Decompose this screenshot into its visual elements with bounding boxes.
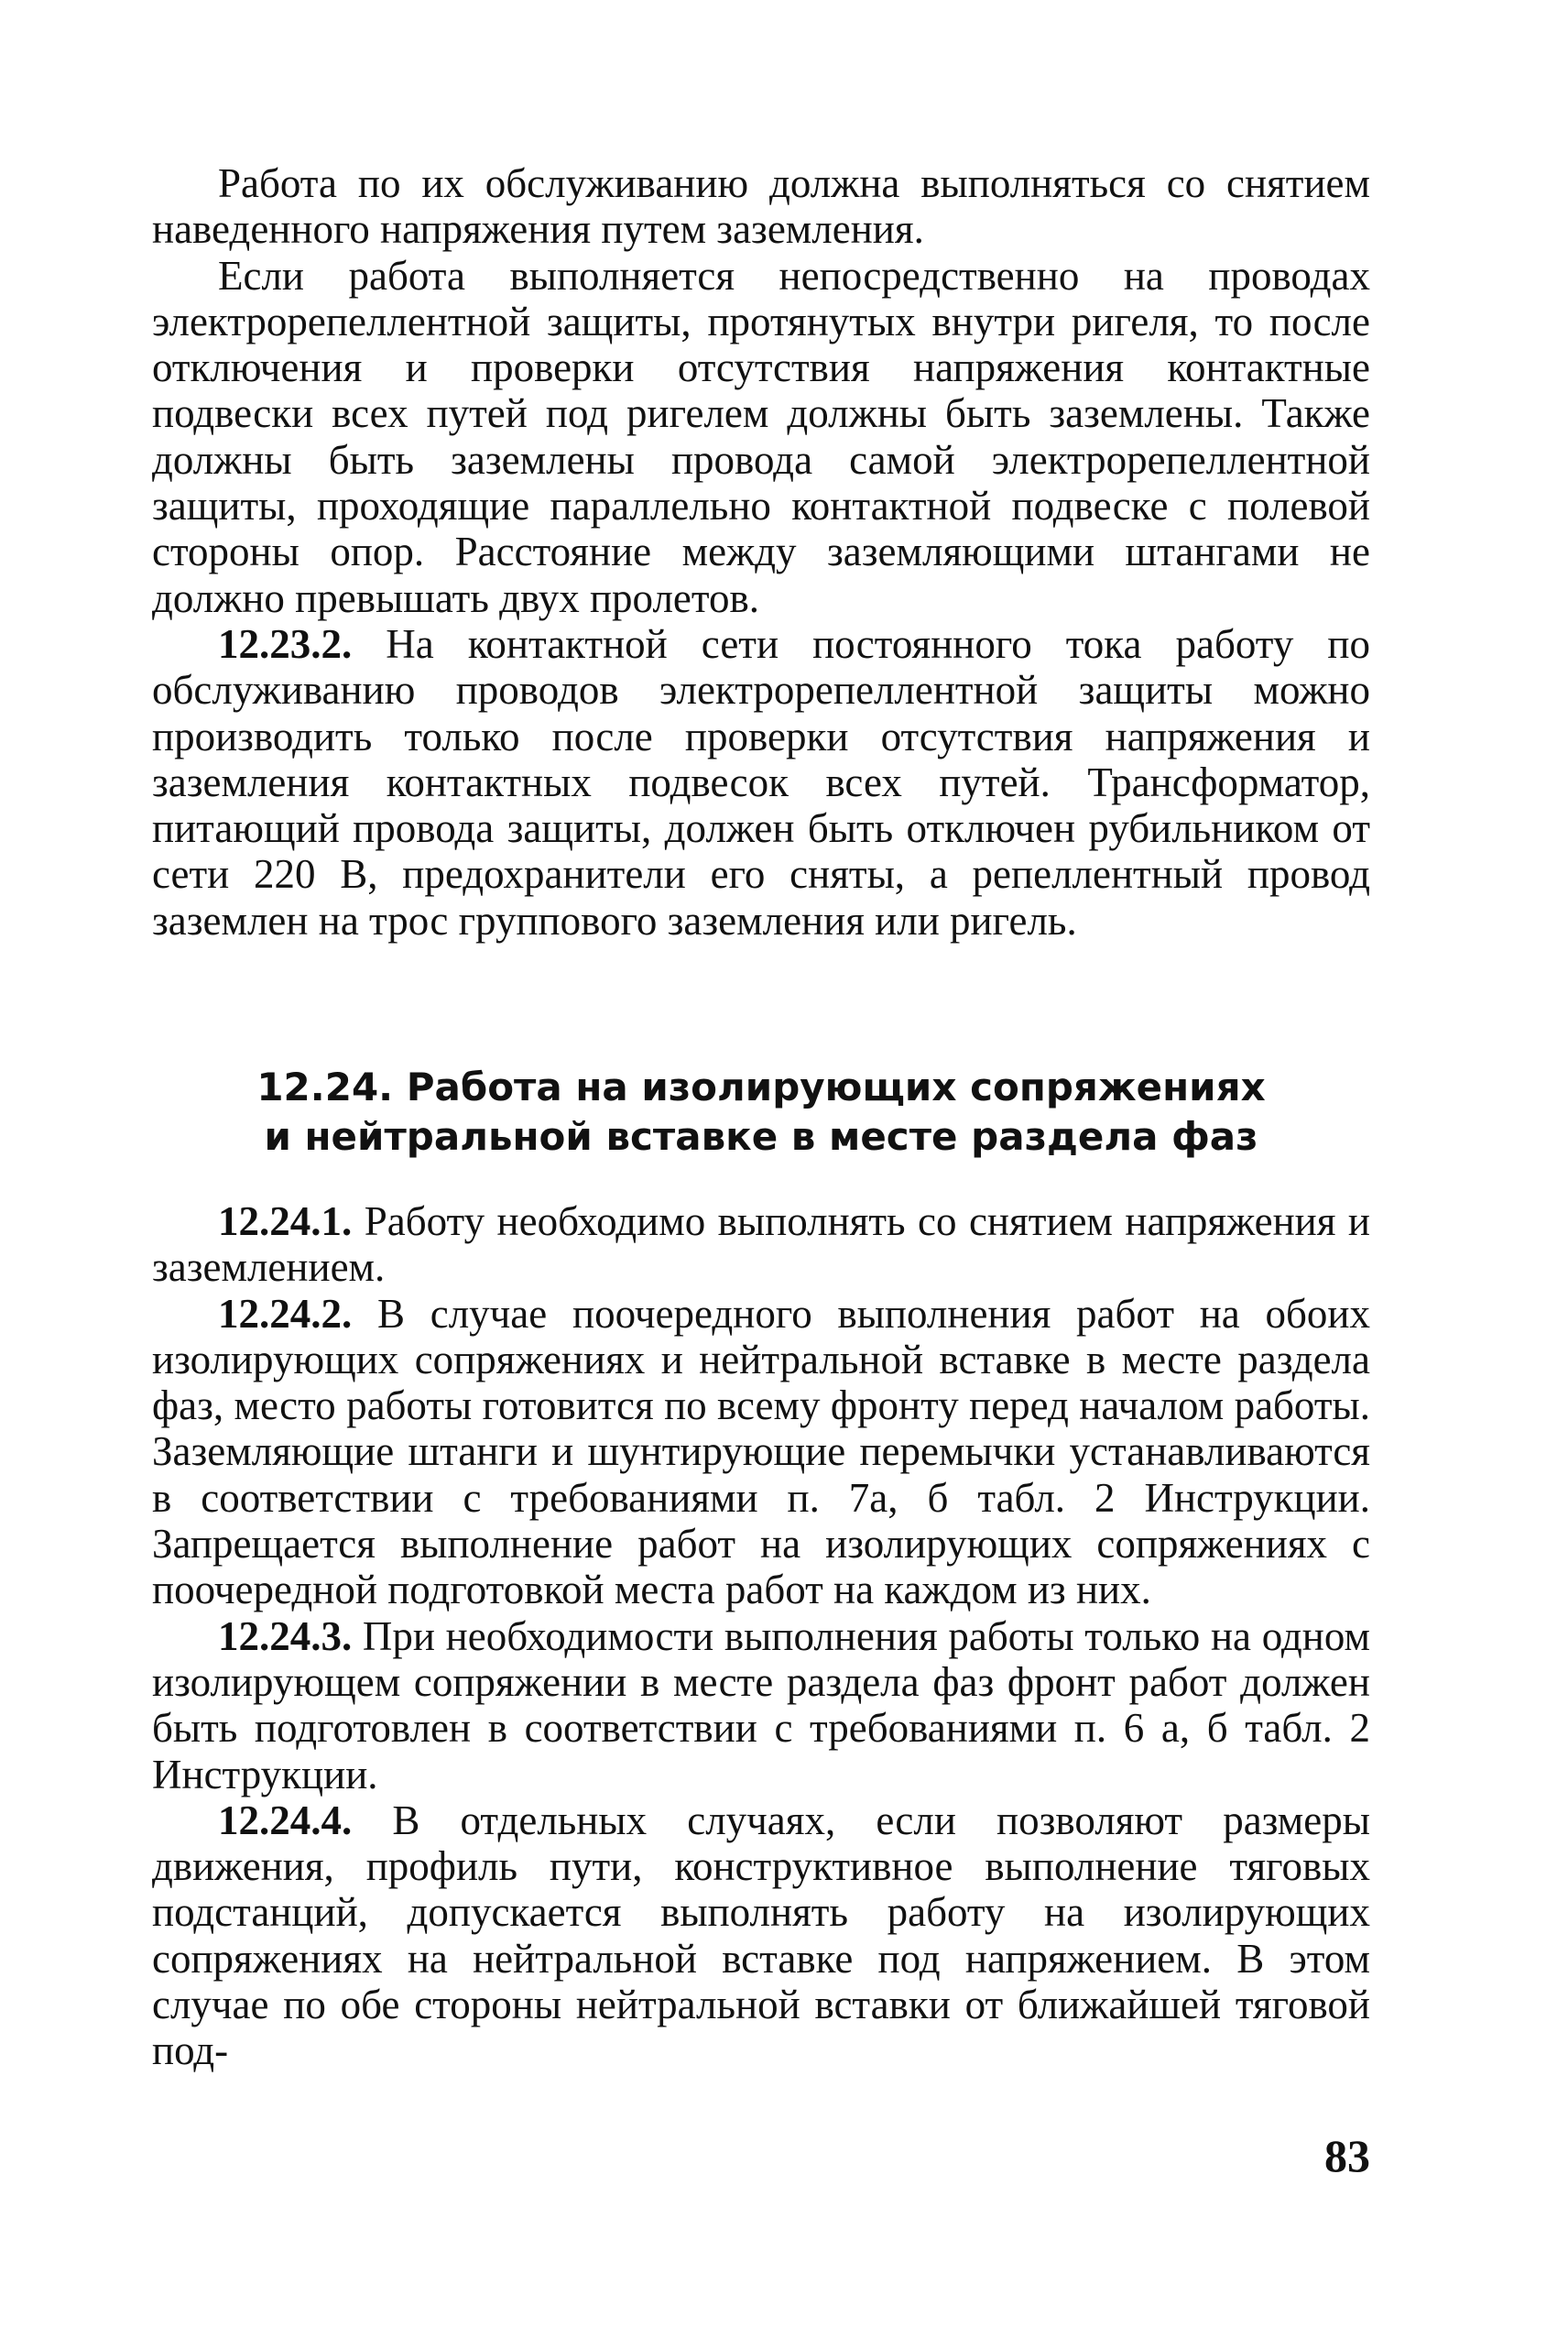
paragraph-12-23-2 bbox=[152, 621, 1370, 944]
paragraph: Если работа выполняется непосредственно на проводах электрорепеллентной защиты, протянутых внутри ригеля, то после отключения и проверки отсутствия напряжения контактные подвески всех путей под ригелем должны быть заземлены. Также должны быть заземлены провода самой электрорепеллентной защиты, проходящие параллельно контактной подвеске с полевой стороны опор. Расстояние между заземляющими штангами не должно превышать двух пролетов. bbox=[152, 252, 1370, 621]
paragraph-12-24-4 bbox=[152, 1797, 1370, 2074]
paragraph-12-24-3 bbox=[152, 1613, 1370, 1797]
paragraph-12-24-2 bbox=[152, 1291, 1370, 1613]
clause-number: 12.24.1. bbox=[218, 1198, 353, 1244]
clause-text: На контактной сети постоянного тока работу по обслуживанию проводов электрорепеллентной защиты можно производить только после проверки отсутствия напряжения и заземления контактных подвесок всех путей. Трансформатор, питающий провода защиты, должен быть отключен рубильником от сети 220 В, предохранители его сняты, а репеллентный провод заземлен на трос группового заземления или ригель. bbox=[152, 620, 1370, 944]
clause-text: При необходимости выполнения работы только на одном изолирующем сопряжении в месте раздела фаз фронт работ должен быть подготовлен в соответствии с требованиями п. 6 а, б табл. 2 Инструкции. bbox=[152, 1612, 1370, 1797]
clause-number: 12.24.4. bbox=[218, 1797, 353, 1843]
clause-number: 12.24.2. bbox=[218, 1290, 353, 1337]
bottom-text-block bbox=[152, 1198, 1370, 2074]
page-number: 83 bbox=[1324, 2130, 1370, 2181]
clause-number: 12.24.3. bbox=[218, 1612, 353, 1659]
clause-text: В отдельных случаях, если позволяют размеры движения, профиль пути, конструктивное выполнение тяговых подстанций, допускается выполнять работу на изолирующих сопряжениях на нейтральной вставке под напряжением. В этом случае по обе стороны нейтральной вставки от ближайшей тяговой под- bbox=[152, 1797, 1370, 2074]
clause-text: В случае поочередного выполнения работ на обоих изолирующих сопряжениях и нейтральной вставке в месте раздела фаз, место работы готовится по всему фронту перед началом работы. Заземляющие штанги и шунтирующие перемычки устанавливаются в соответствии с требованиями п. 7а, б табл. 2 Инструкции. Запрещается выполнение работ на изолирующих сопряжениях с поочередной подготовкой места работ на каждом из них. bbox=[152, 1290, 1370, 1613]
paragraph-12-24-1 bbox=[152, 1198, 1370, 1291]
section-heading bbox=[152, 1063, 1370, 1162]
heading-line-1: 12.24. Работа на изолирующих сопряжениях bbox=[256, 1065, 1266, 1109]
clause-number: 12.23.2. bbox=[218, 620, 353, 667]
clause-text: Работу необходимо выполнять со снятием напряжения и заземлением. bbox=[152, 1198, 1370, 1291]
heading-line-2: и нейтральной вставке в месте раздела фаз bbox=[264, 1114, 1258, 1159]
paragraph: Работа по их обслуживанию должна выполняться со снятием наведенного напряжения путем заземления. bbox=[152, 160, 1370, 253]
top-text-block bbox=[152, 160, 1370, 944]
